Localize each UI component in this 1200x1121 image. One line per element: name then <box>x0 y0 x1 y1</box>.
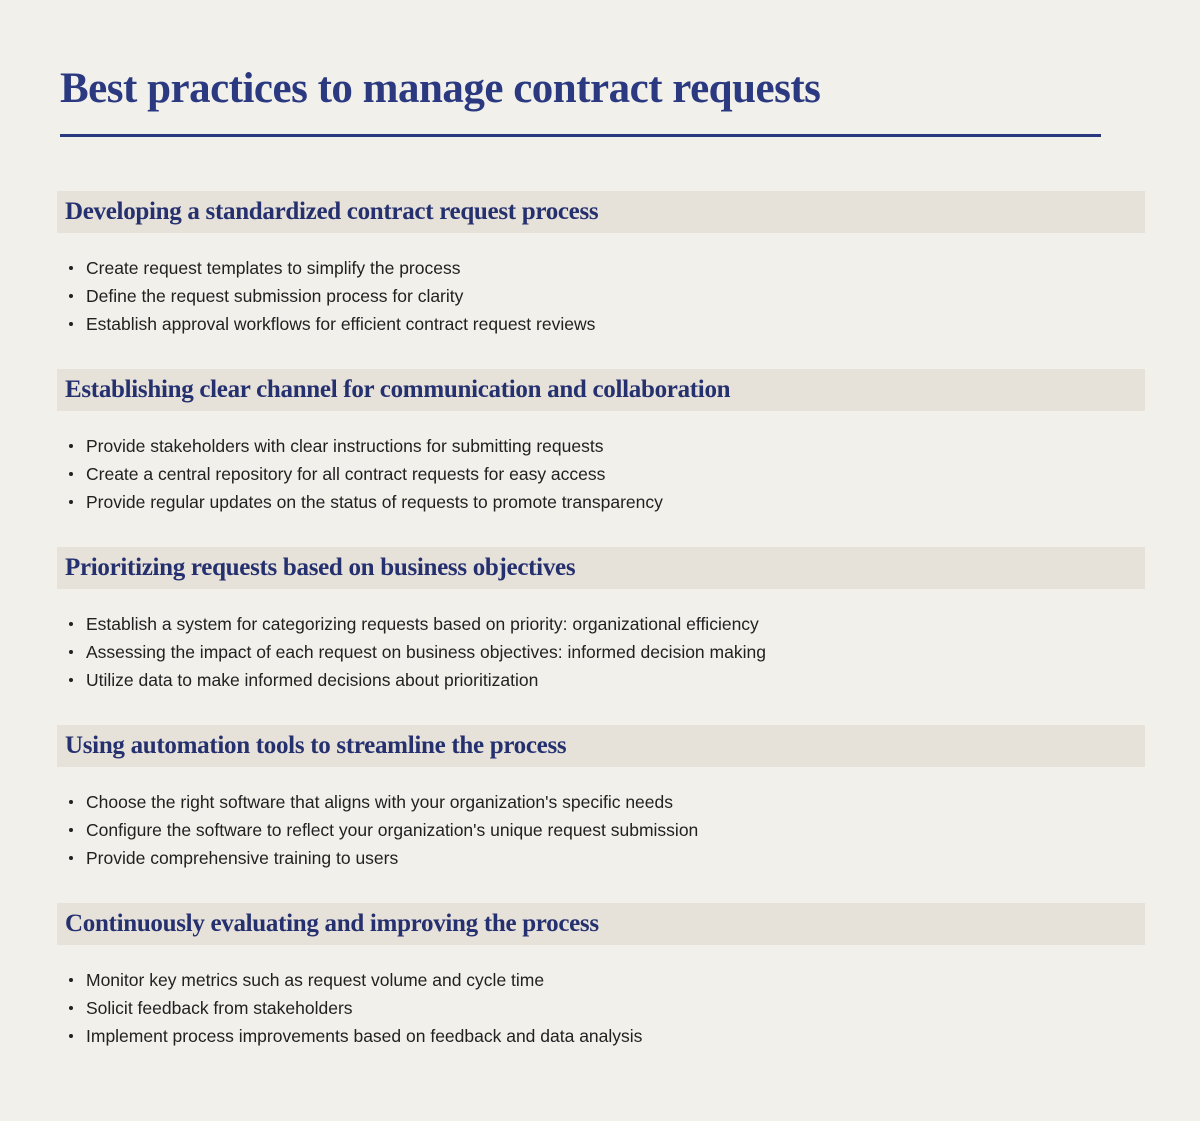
bullet-item <box>57 310 1145 338</box>
bullet-item <box>57 844 1145 872</box>
bullet-list <box>57 432 1145 516</box>
bullet-dot-icon <box>69 500 73 504</box>
bullet-item <box>57 816 1145 844</box>
bullet-item <box>57 788 1145 816</box>
title-divider <box>60 134 1101 137</box>
bullet-text: Implement process improvements based on feedback and data analysis <box>86 1026 643 1047</box>
bullet-dot-icon <box>69 678 73 682</box>
bullet-text: Choose the right software that aligns with your organization's specific needs <box>86 792 673 813</box>
bullet-dot-icon <box>69 1034 73 1038</box>
section-heading: Developing a standardized contract request process <box>57 191 1145 233</box>
bullet-list <box>57 254 1145 338</box>
section-prioritizing-requests <box>57 547 1145 694</box>
bullet-dot-icon <box>69 444 73 448</box>
bullet-item <box>57 460 1145 488</box>
bullet-item <box>57 638 1145 666</box>
bullet-dot-icon <box>69 322 73 326</box>
section-standardized-process <box>57 191 1145 338</box>
bullet-text: Establish approval workflows for efficient contract request reviews <box>86 314 596 335</box>
bullet-list <box>57 788 1145 872</box>
bullet-item <box>57 666 1145 694</box>
bullet-dot-icon <box>69 266 73 270</box>
bullet-item <box>57 994 1145 1022</box>
bullet-dot-icon <box>69 294 73 298</box>
bullet-text: Provide regular updates on the status of requests to promote transparency <box>86 492 663 513</box>
bullet-item <box>57 488 1145 516</box>
bullet-dot-icon <box>69 472 73 476</box>
bullet-text: Provide comprehensive training to users <box>86 848 399 869</box>
bullet-item <box>57 1022 1145 1050</box>
section-heading: Establishing clear channel for communication and collaboration <box>57 369 1145 411</box>
sections-container <box>57 191 1145 1050</box>
bullet-text: Solicit feedback from stakeholders <box>86 998 353 1019</box>
bullet-dot-icon <box>69 856 73 860</box>
bullet-list <box>57 966 1145 1050</box>
bullet-dot-icon <box>69 622 73 626</box>
bullet-text: Provide stakeholders with clear instructions for submitting requests <box>86 436 604 457</box>
section-heading: Using automation tools to streamline the process <box>57 725 1145 767</box>
bullet-dot-icon <box>69 800 73 804</box>
bullet-dot-icon <box>69 1006 73 1010</box>
bullet-item <box>57 254 1145 282</box>
section-heading: Continuously evaluating and improving the process <box>57 903 1145 945</box>
bullet-text: Configure the software to reflect your organization's unique request submission <box>86 820 699 841</box>
bullet-list <box>57 610 1145 694</box>
bullet-text: Create a central repository for all contract requests for easy access <box>86 464 606 485</box>
bullet-item <box>57 282 1145 310</box>
bullet-text: Create request templates to simplify the process <box>86 258 461 279</box>
section-heading: Prioritizing requests based on business objectives <box>57 547 1145 589</box>
section-evaluating-improving <box>57 903 1145 1050</box>
bullet-item <box>57 432 1145 460</box>
bullet-text: Monitor key metrics such as request volume and cycle time <box>86 970 545 991</box>
bullet-text: Assessing the impact of each request on business objectives: informed decision making <box>86 642 766 663</box>
section-communication-channel <box>57 369 1145 516</box>
bullet-item <box>57 610 1145 638</box>
bullet-text: Utilize data to make informed decisions about prioritization <box>86 670 539 691</box>
bullet-dot-icon <box>69 828 73 832</box>
section-automation-tools <box>57 725 1145 872</box>
bullet-item <box>57 966 1145 994</box>
bullet-text: Establish a system for categorizing requests based on priority: organizational efficiency <box>86 614 759 635</box>
bullet-dot-icon <box>69 978 73 982</box>
bullet-text: Define the request submission process for clarity <box>86 286 464 307</box>
page-title: Best practices to manage contract requests <box>60 65 821 112</box>
bullet-dot-icon <box>69 650 73 654</box>
